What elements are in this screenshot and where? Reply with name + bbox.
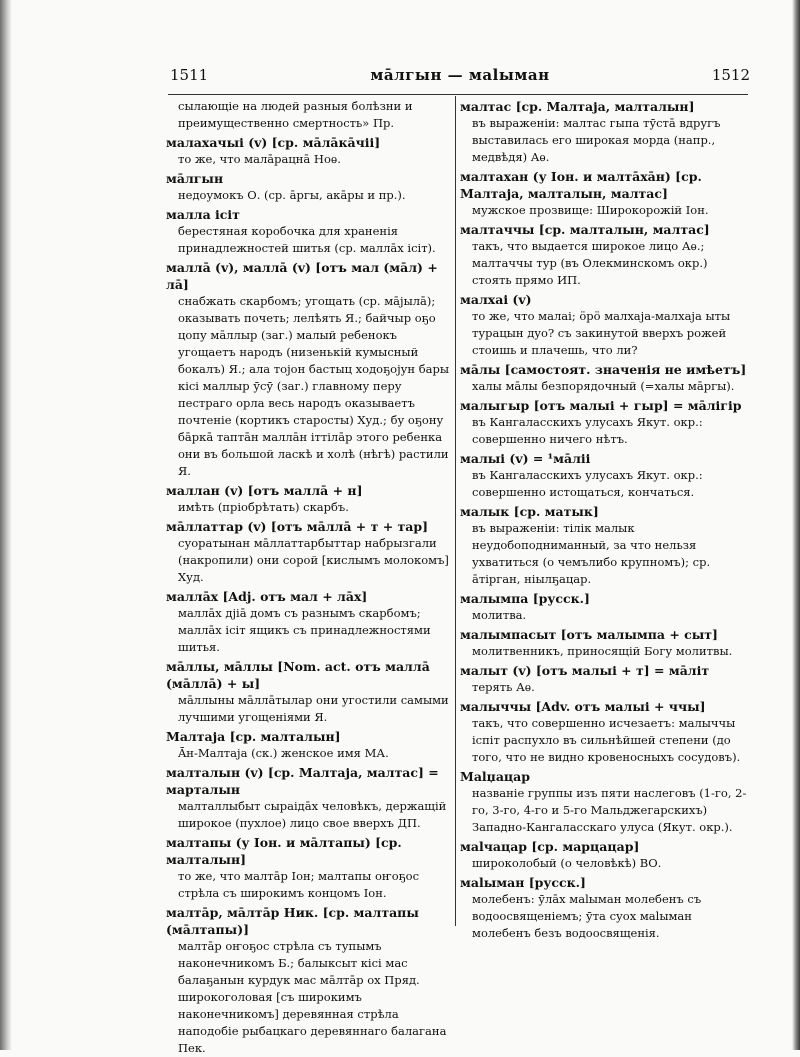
page-number-left: 1511 (170, 66, 209, 84)
entry-headword: Малтаја [ср. малталын] (166, 729, 341, 744)
entry-definition: то же, что малаі; ӧрӧ малхаја-малхаја ыты турацын дуо? съ закинутой вверхъ рожей стоишь и плачешь, что ли? (472, 309, 731, 357)
entry-definition: то же, что малтāр Іон; малтапы оҥоҕос стрѣла съ широкимъ концомъ Іон. (178, 869, 420, 900)
entry-definition: халы мāлы безпорядочный (=халы мāргы). (472, 379, 735, 393)
scan-shadow-left (0, 0, 12, 1050)
entry-headword: малтāр, мāлтāр Ник. [ср. малтапы (мāлтапы)] (166, 905, 419, 937)
entry-definition: малтāр оҥоҕос стрѣла съ тупымъ наконечникомъ Б.; балыксыт кісі мас балаҕанын курдук мас мāлтāр ох Пряд. широкоголовая [съ широкимъ наконечникомъ] деревянная стрѣла наподобіе рыбацкаго деревяннаго балагана Пек. (178, 939, 447, 1055)
entry-headword: маллā (v), маллā (v) [отъ мал (мāл) + лā] (166, 260, 438, 292)
entry-definition: въ Кангаласскихъ улусахъ Якут. окр.: совершенно ничего нѣтъ. (472, 415, 703, 446)
entry-definition: берестяная коробочка для храненія принадлежностей шитья (ср. маллāх ісіт). (178, 224, 436, 255)
dictionary-entry (166, 764, 450, 832)
entry-headword: мāллы, мāллы [Nom. act. отъ маллā (мāллā) + ы] (166, 659, 430, 691)
dictionary-entry (460, 98, 748, 166)
entry-headword: малахачыі (v) [ср. мāлāкāчіі] (166, 135, 381, 150)
dictionary-entry (460, 168, 748, 219)
dictionary-entry (166, 904, 450, 1057)
entry-headword: малымпасыт [отъ малымпа + сыт] (460, 627, 718, 642)
entry-definition: такъ, что совершенно исчезаетъ: малыччы іспіт распухло въ сильнѣйшей степени (до того, что не видно кровеносныхъ сосудовъ). (472, 716, 741, 764)
dictionary-entry (460, 450, 748, 501)
dictionary-entry (460, 503, 748, 588)
right-column (460, 98, 748, 942)
running-title: мāлгын — маlыман (370, 66, 550, 84)
entry-definition: названіе группы изъ пяти наслеговъ (1-го, 2-го, 3-го, 4-го и 5-го Мальджегарскихъ) Западно-Кангаласскаго улуса (Якут. окр.). (472, 786, 747, 834)
dictionary-entry (166, 206, 450, 257)
dictionary-entry (166, 658, 450, 726)
entry-definition: мужское прозвище: Широкорожій Іон. (472, 203, 709, 217)
entry-headword: маллāх [Adj. отъ мал + лāх] (166, 589, 368, 604)
entry-headword: мāллаттар (v) [отъ мāллā + т + тар] (166, 519, 429, 534)
dictionary-entry (460, 838, 748, 872)
page-header (170, 66, 750, 86)
dictionary-entry (460, 626, 748, 660)
entry-definition: молитва. (472, 608, 527, 622)
entry-definition: Āн-Малтаја (ск.) женское имя МА. (178, 746, 389, 760)
dictionary-entry (460, 662, 748, 696)
dictionary-entry (460, 361, 748, 395)
entry-headword: малла ісіт (166, 207, 240, 222)
dictionary-entry (460, 768, 748, 836)
entry-definition: снабжать скарбомъ; угощать (ср. мāјылā); оказывать почеть; лелѣять Я.; байчыр оҕо цопу мāллыр (заг.) малый ребенокъ угощаетъ народъ (низенькій кумысный бокалъ) Я.; ала тојон бастыц ходоҕојун бары кісі маллыр ӯсӯ (заг.) главному перу пестраго орла весь народъ оказываетъ почтеніе (кортикъ старосты) Худ.; бу оҕону бāркā таптāн маллāн іттілāр этого ребенка они въ большой ласкѣ и холѣ (нѣгѣ) растили Я. (178, 294, 450, 478)
entry-definition: имѣть (пріобрѣтать) скарбъ. (178, 500, 349, 514)
entry-headword: маlчацар [ср. марцацар] (460, 839, 640, 854)
dictionary-entry (166, 170, 450, 204)
left-column (166, 98, 450, 1057)
entry-definition: сылающіе на людей разныя болѣзни и преимущественно смертность» Пр. (178, 99, 413, 130)
entry-headword: малыт (v) [отъ малыі + т] = мāліт (460, 663, 710, 678)
entry-definition: малталлыбыт сыраідāх человѣкъ, держащій широкое (пухлое) лицо свое вверхъ ДП. (178, 799, 447, 830)
header-rule (168, 94, 748, 95)
entry-headword: Маlџацар (460, 769, 531, 784)
entry-definition: въ выраженіи: тілік малык неудобоподниманный, за что нельзя ухватиться (о чемълибо крупномъ); ср. āтірган, ніылҕацар. (472, 521, 711, 586)
entry-definition: мāллыны мāллāтылар они угостили самыми лучшими угощеніями Я. (178, 693, 449, 724)
entry-definition: такъ, что выдается широкое лицо Аѳ.; малтаччы тур (въ Олекминскомъ окр.) стоять прямо ИП. (472, 239, 708, 287)
entry-headword: мāлы [самостоят. значенія не имѣетъ] (460, 362, 747, 377)
entry-headword: малыі (v) = ¹мāліі (460, 451, 591, 466)
entry-definition: въ выраженіи: малтас гыпа тӯстā вдругъ выставилась его широкая морда (напр., медвѣдя) Аѳ. (472, 116, 721, 164)
entry-headword: малыччы [Adv. отъ малыі + ччы] (460, 699, 706, 714)
entry-definition: маллāх дјіā домъ съ разнымъ скарбомъ; маллāх ісіт ящикъ съ принадлежностями шитья. (178, 606, 431, 654)
column-divider (455, 96, 456, 926)
scan-shadow-right (792, 0, 800, 1050)
dictionary-entry (166, 98, 450, 132)
entry-headword: малык [ср. матык] (460, 504, 599, 519)
entry-definition: молитвенникъ, приносящій Богу молитвы. (472, 644, 733, 658)
dictionary-entry (460, 698, 748, 766)
page-number-right: 1512 (711, 66, 750, 84)
entry-headword: малтапы (у Іон. и мāлтапы) [ср. малталын] (166, 835, 402, 867)
entry-definition: въ Кангаласскихъ улусахъ Якут. окр.: совершенно истощаться, кончаться. (472, 468, 703, 499)
entry-definition: суоратынан мāллаттарбыттар набрызгали (накропили) они сорой [кислымъ молокомъ] Худ. (178, 536, 449, 584)
dictionary-entry (166, 834, 450, 902)
dictionary-entry (166, 728, 450, 762)
entry-headword: малтас [ср. Малтаја, малталын] (460, 99, 695, 114)
entry-headword: малтаччы [ср. малталын, малтас] (460, 222, 710, 237)
entry-definition: молебенъ: ӯлāх маlыман молебенъ съ водоосвященіемъ; ӯта суох маlыман молебенъ безъ водоосвященія. (472, 892, 702, 940)
dictionary-entry (166, 259, 450, 480)
dictionary-entry (166, 482, 450, 516)
dictionary-entry (166, 518, 450, 586)
entry-definition: терять Аѳ. (472, 680, 535, 694)
entry-definition: то же, что малāрацнā Ноѳ. (178, 152, 341, 166)
entry-headword: малталын (v) [ср. Малтаја, малтас] = марталын (166, 765, 439, 797)
dictionary-entry (460, 874, 748, 942)
entry-definition: недоумокъ О. (ср. āргы, акāры и пр.). (178, 188, 406, 202)
entry-headword: малымпа [русск.] (460, 591, 590, 606)
dictionary-entry (166, 134, 450, 168)
entry-headword: малхаі (v) (460, 292, 532, 307)
dictionary-entry (460, 291, 748, 359)
dictionary-entry (460, 590, 748, 624)
entry-headword: мāлгын (166, 171, 224, 186)
entry-headword: малыгыр [отъ малыі + гыр] = мāлігір (460, 398, 742, 413)
entry-headword: малтахан (у Іон. и малтāхāн) [ср. Малтаја, малталын, малтас] (460, 169, 702, 201)
dictionary-entry (460, 221, 748, 289)
entry-definition: широколобый (о человѣкѣ) ВО. (472, 856, 662, 870)
entry-headword: маlыман [русск.] (460, 875, 586, 890)
entry-headword: маллан (v) [отъ маллā + н] (166, 483, 363, 498)
dictionary-entry (460, 397, 748, 448)
dictionary-entry (166, 588, 450, 656)
